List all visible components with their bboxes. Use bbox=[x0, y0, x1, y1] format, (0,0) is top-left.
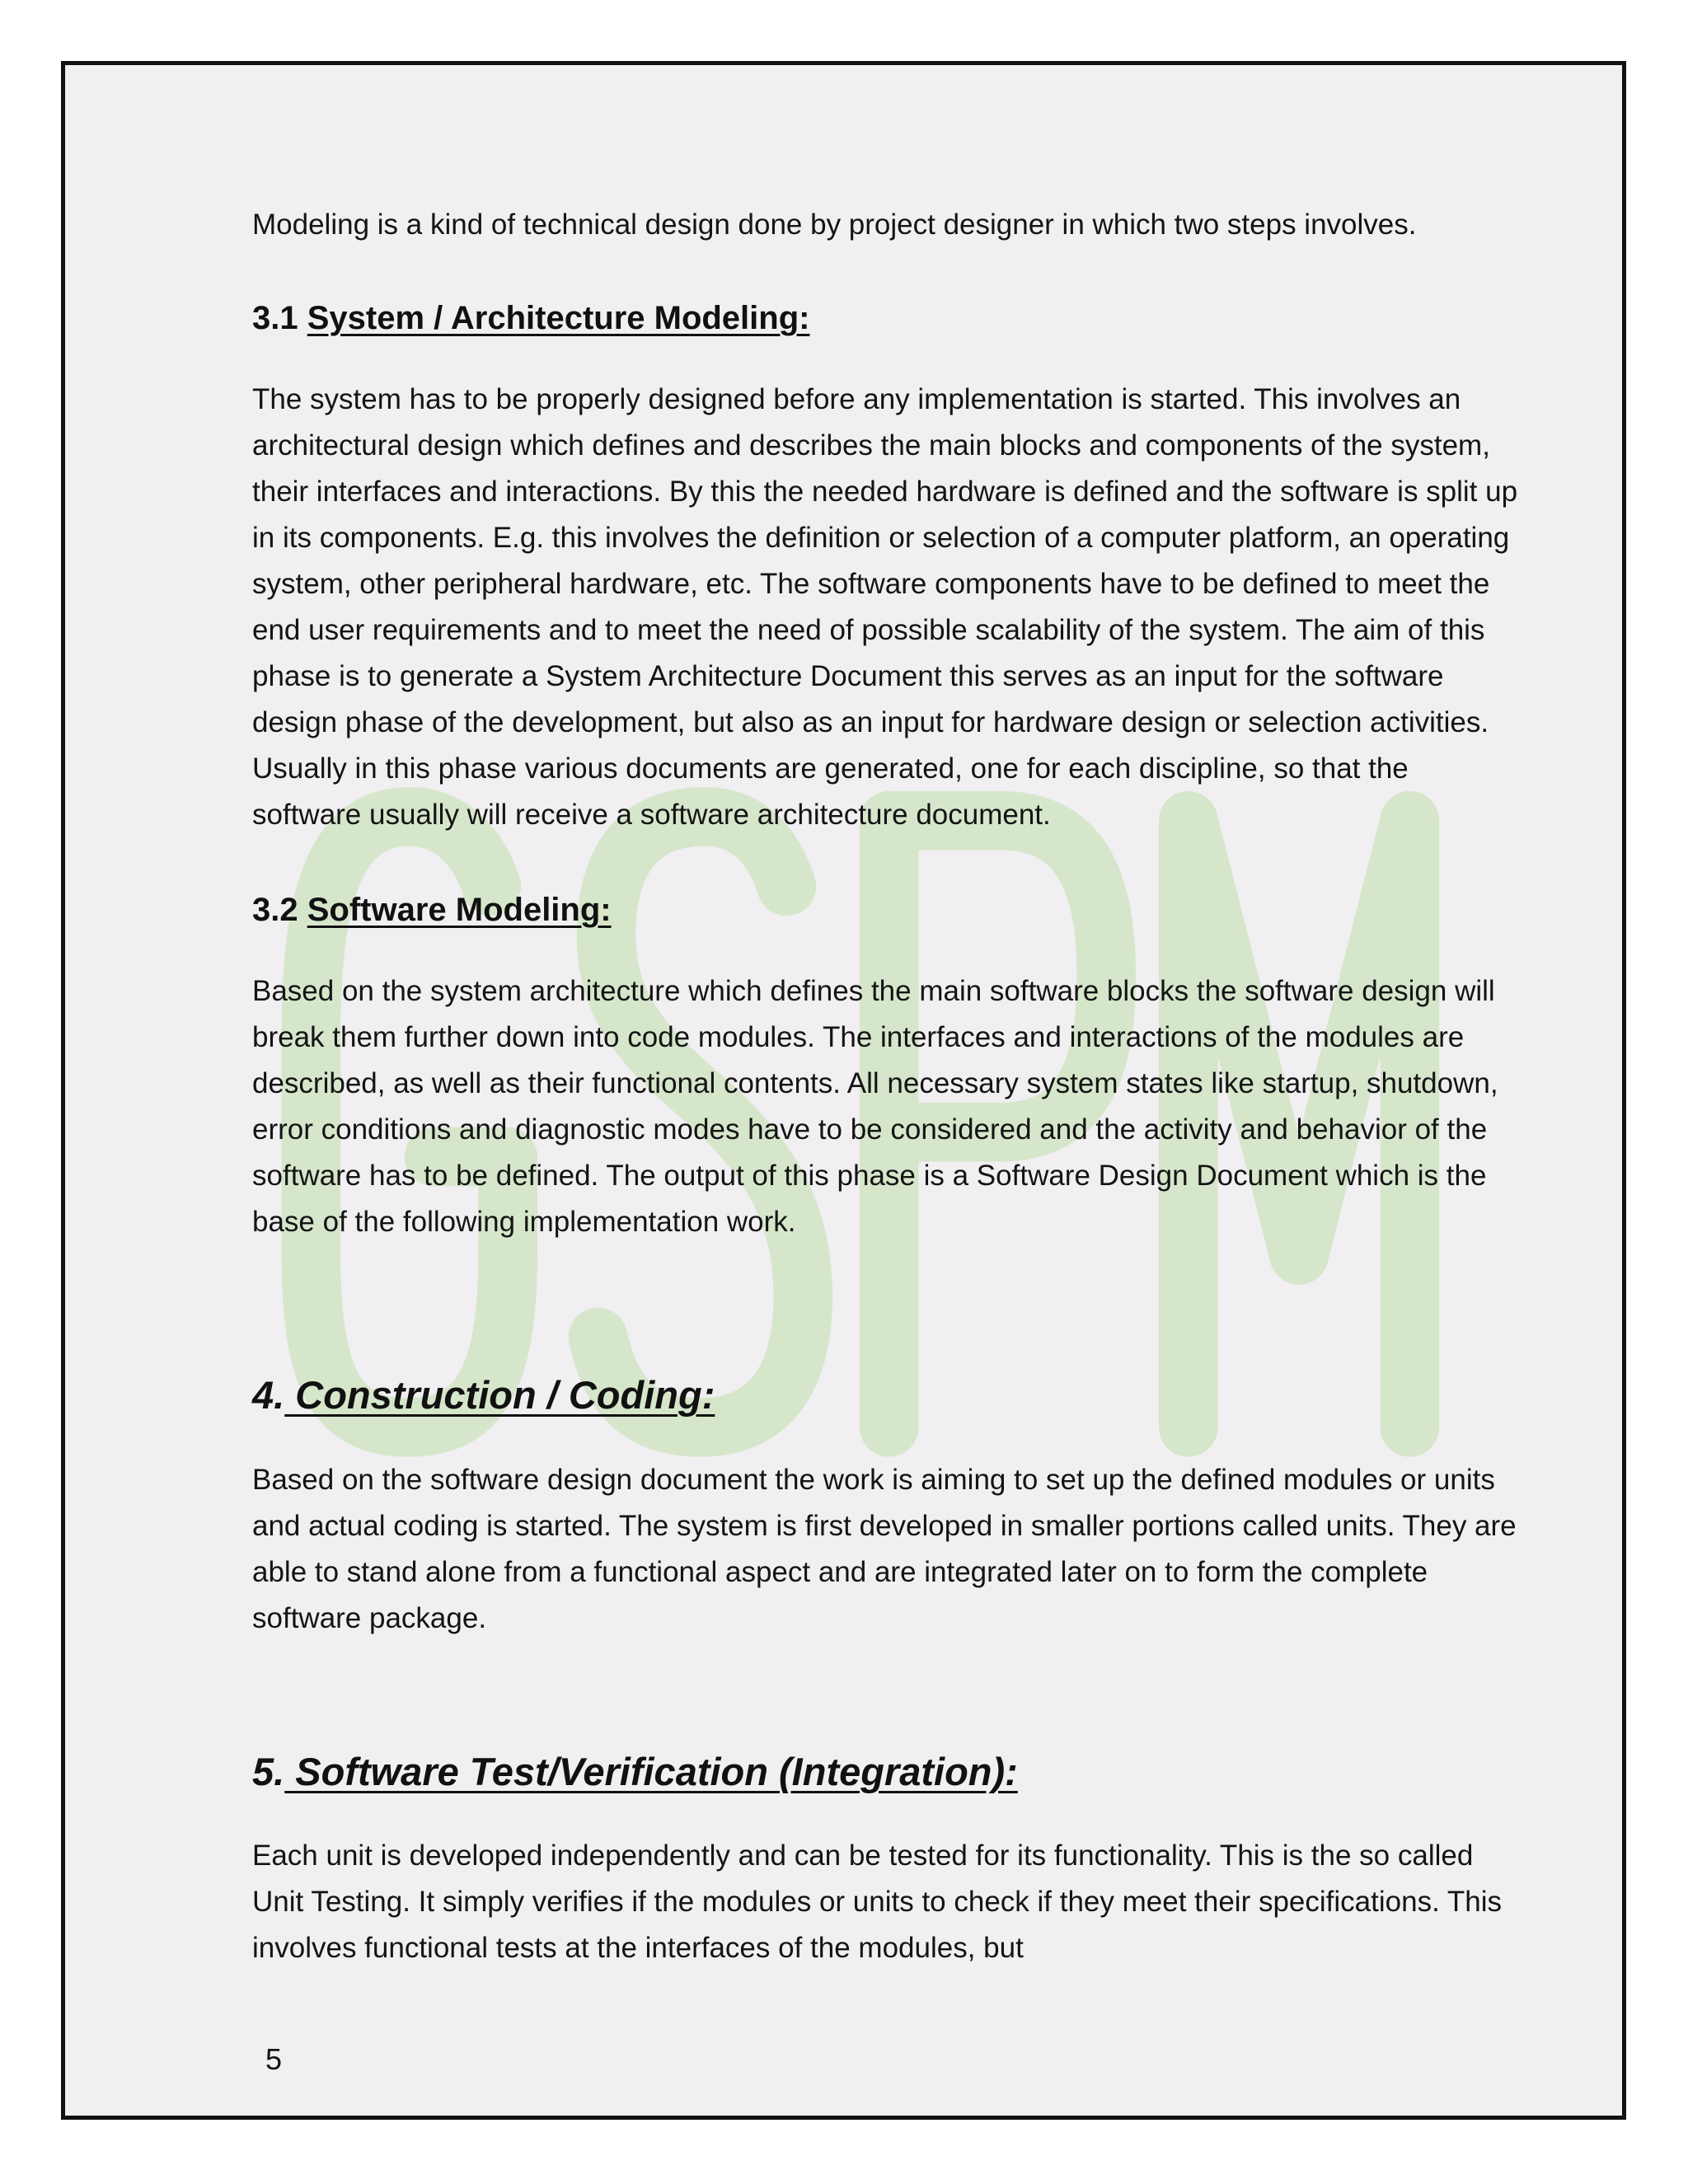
document-page bbox=[61, 61, 1626, 2120]
section-3-1-title: System / Architecture Modeling: bbox=[307, 300, 810, 336]
section-3-2-title: Software Modeling: bbox=[307, 892, 612, 928]
section-5-body: Each unit is developed independently and can be tested for its functionality. This is the so called Unit Testing. It simply verifies if the modules or units to check if they meet their specifications. This involves functional tests at the interfaces of the modules, but bbox=[252, 1840, 1503, 1964]
section-3-1-body: The system has to be properly designed before any implementation is started. This involves an architectural design which defines and describes the main blocks and components of the system, their interfaces and interactions. By this the needed hardware is defined and the software is split up in its components. E.g. this involves the definition or selection of a computer platform, an operating system, other peripheral hardware, etc. The software components have to be defined to meet the end user requirements and to meet the need of possible scalability of the system. The aim of this phase is to generate a System Architecture Document this serves as an input for the software design phase of the development, but also as an input for hardware design or selection activities. Usually in this phase various documents are generated, one for each discipline, so that the software usually will receive a software architecture document. bbox=[252, 383, 1518, 831]
section-3-1-heading bbox=[252, 295, 809, 341]
section-4-number: 4. bbox=[252, 1373, 285, 1417]
section-3-2-heading bbox=[252, 887, 612, 933]
section-3-2-number: 3.2 bbox=[252, 892, 307, 928]
intro-paragraph: Modeling is a kind of technical design done by project designer in which two steps involves. bbox=[252, 209, 1417, 241]
section-5-title: Software Test/Verification (Integration): bbox=[284, 1750, 1018, 1793]
section-4-title: Construction / Coding: bbox=[284, 1373, 715, 1417]
section-3-2-body: Based on the system architecture which defines the main software blocks the software design will break them further down into code modules. The interfaces and interactions of the modules are described, as well as their functional contents. All necessary system states like startup, shutdown, error conditions and diagnostic modes have to be considered and the activity and behavior of the software has to be defined. The output of this phase is a Software Design Document which is the base of the following implementation work. bbox=[252, 975, 1498, 1238]
section-4-heading bbox=[252, 1371, 715, 1420]
section-5-heading bbox=[252, 1747, 1018, 1797]
section-5-number: 5. bbox=[252, 1750, 285, 1793]
section-4-body: Based on the software design document the work is aiming to set up the defined modules or units and actual coding is started. The system is first developed in smaller portions called units. They are able to stand alone from a functional aspect and are integrated later on to form the complete software package. bbox=[252, 1464, 1517, 1634]
page-number: 5 bbox=[265, 2042, 283, 2076]
section-3-1-number: 3.1 bbox=[252, 300, 307, 336]
